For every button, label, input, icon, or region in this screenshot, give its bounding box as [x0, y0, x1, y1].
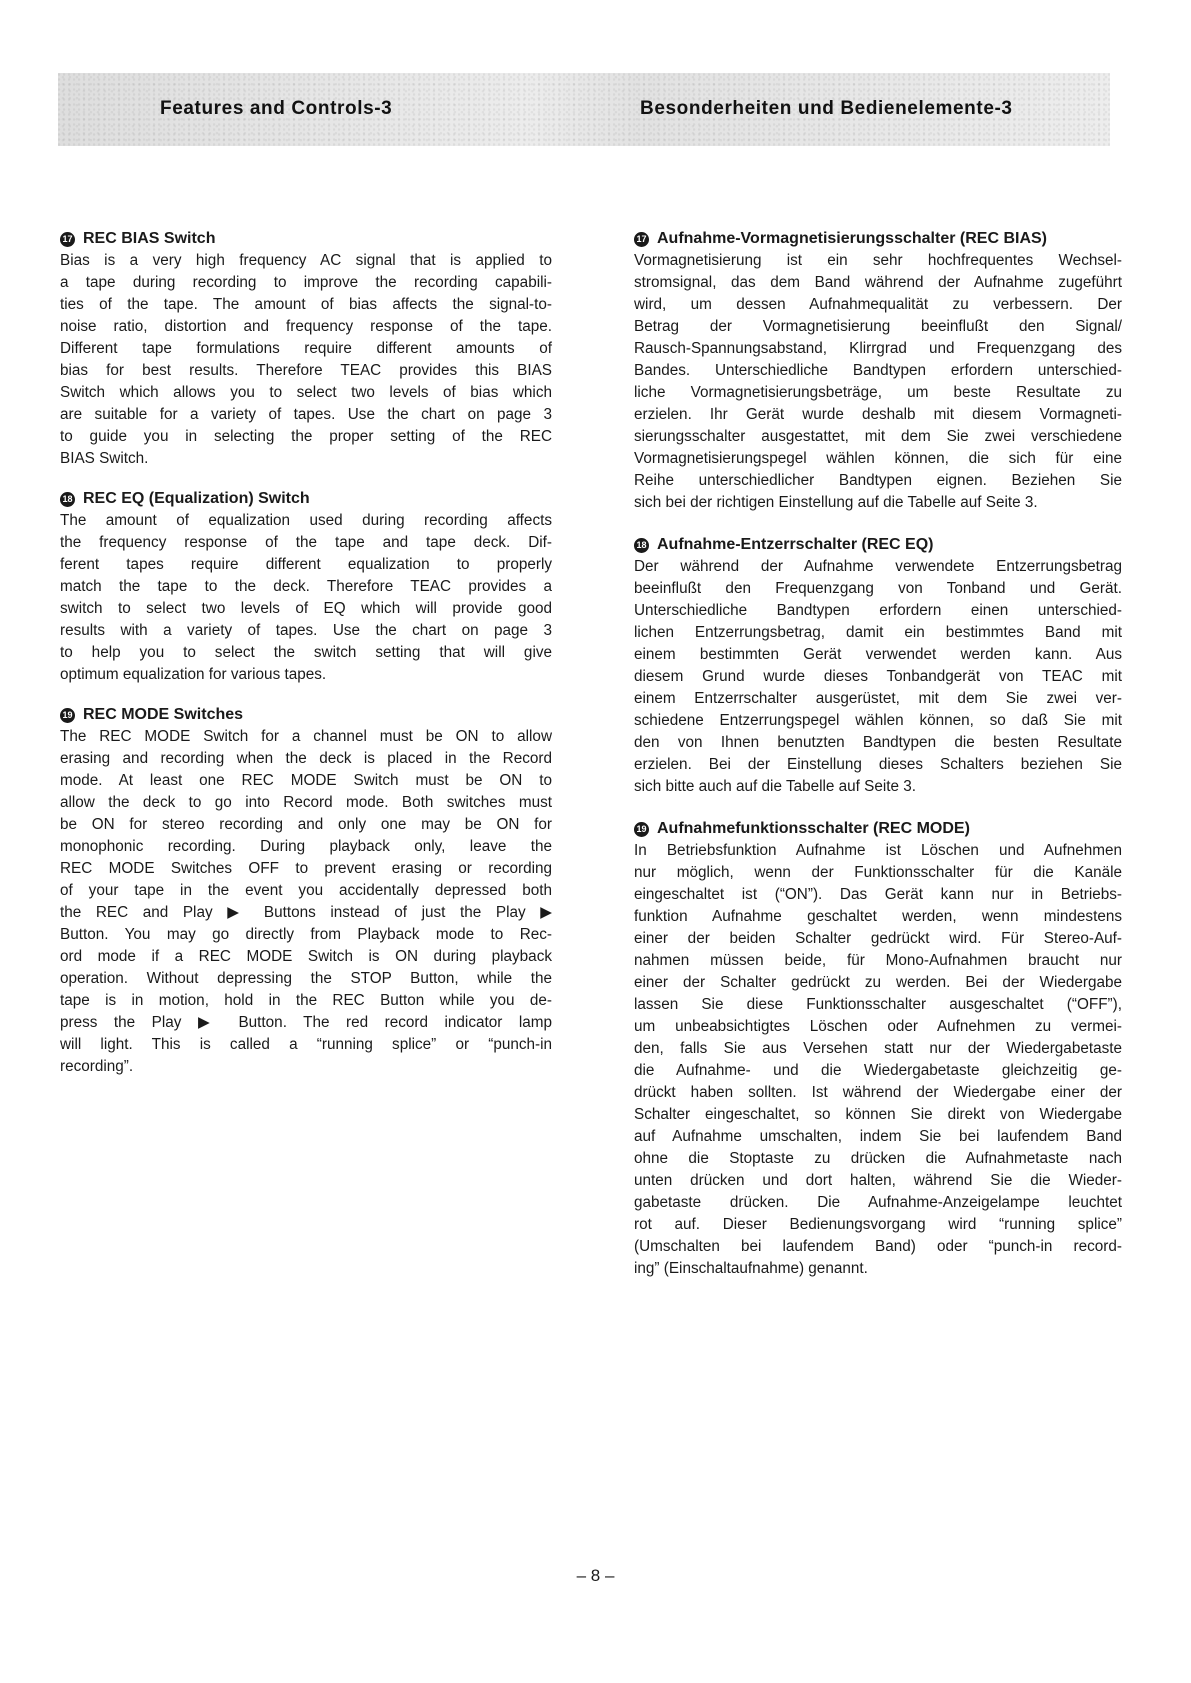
section-19 — [60, 704, 552, 1078]
text-line: The amount of equalization used during recording affects — [60, 512, 552, 529]
section-heading — [634, 534, 1122, 556]
text-line: erasing and recording when the deck is placed in the Record — [60, 750, 552, 767]
text-line: sierungsschalter ausgestattet, mit dem Sie zwei verschiedene — [634, 428, 1122, 445]
text-line: ferent tapes require different equalization to properly — [60, 556, 552, 573]
text-line: BIAS Switch. — [60, 450, 149, 467]
text-line: einer der Schalter gedrückt zu werden. Bei der Wiedergabe — [634, 974, 1122, 991]
text-line: are suitable for a variety of tapes. Use the chart on page 3 — [60, 406, 552, 423]
item-number-badge: 18 — [634, 538, 649, 553]
text-line: lichen Entzerrungsbetrag, damit ein bestimmtes Band mit — [634, 624, 1122, 641]
section-paragraph — [60, 250, 552, 470]
section-heading-text: Aufnahme-Entzerrschalter (REC EQ) — [657, 536, 934, 553]
text-line: press the Play ▶ Button. The red record indicator lamp — [60, 1014, 552, 1031]
text-line: bias for best results. Therefore TEAC provides this BIAS — [60, 362, 552, 379]
text-line: Vormagnetisierungspegel wählen können, die sich für eine — [634, 450, 1122, 467]
text-line: ties of the tape. The amount of bias affects the signal-to- — [60, 296, 552, 313]
german-column — [634, 228, 1122, 1300]
text-line: funktion Aufnahme geschaltet werden, wenn mindestens — [634, 908, 1122, 925]
text-line: In Betriebsfunktion Aufnahme ist Löschen und Aufnehmen — [634, 842, 1122, 859]
text-line: beeinflußt den Frequenzgang von Tonband und Gerät. — [634, 580, 1122, 597]
text-line: monophonic recording. During playback only, leave the — [60, 838, 552, 855]
item-number-badge: 17 — [634, 232, 649, 247]
text-line: einem bestimmten Gerät verwendet werden kann. Aus — [634, 646, 1122, 663]
section-19 — [634, 818, 1122, 1280]
text-line: um unbeabsichtigtes Löschen oder Aufnehmen zu vermei- — [634, 1018, 1122, 1035]
section-heading — [60, 228, 552, 250]
text-line: eingeschaltet ist (“ON”). Das Gerät kann nur in Betriebs- — [634, 886, 1122, 903]
text-line: Bias is a very high frequency AC signal that is applied to — [60, 252, 552, 269]
text-line: wird, um dessen Aufnahmequalität zu verbessern. Der — [634, 296, 1122, 313]
text-line: sich bitte auch auf die Tabelle auf Seite 3. — [634, 778, 917, 795]
text-line: gabetaste drücken. Die Aufnahme-Anzeigelampe leuchtet — [634, 1194, 1122, 1211]
text-line: Reihe unterschiedlicher Bandtypen eignen. Beziehen Sie — [634, 472, 1122, 489]
text-line: stromsignal, das dem Band während der Aufnahme zugeführt — [634, 274, 1122, 291]
text-line: Bandes. Unterschiedliche Bandtypen erfordern unterschied- — [634, 362, 1122, 379]
text-line: auf Aufnahme umschalten, indem Sie bei laufendem Band — [634, 1128, 1122, 1145]
text-line: drückt haben sollten. Ist während der Wiedergabe einer der — [634, 1084, 1122, 1101]
text-line: REC MODE Switches OFF to prevent erasing or recording — [60, 860, 552, 877]
section-heading-text: Aufnahmefunktionsschalter (REC MODE) — [657, 820, 970, 837]
text-line: rot auf. Dieser Bedienungsvorgang wird “running splice” — [634, 1216, 1122, 1233]
text-line: the frequency response of the tape and tape deck. Dif- — [60, 534, 552, 551]
english-column — [60, 228, 552, 1096]
text-line: ohne die Stoptaste zu drücken die Aufnahmetaste nach — [634, 1150, 1122, 1167]
text-line: erzielen. Bei der Einstellung dieses Schalters beziehen Sie — [634, 756, 1122, 773]
text-line: mode. At least one REC MODE Switch must be ON to — [60, 772, 552, 789]
section-paragraph — [60, 726, 552, 1078]
text-line: will light. This is called a “running splice” or “punch-in — [60, 1036, 552, 1053]
text-line: die Aufnahme- und die Wiedergabetaste gleichzeitig ge- — [634, 1062, 1122, 1079]
text-line: schiedene Entzerrungspegel wählen können, so daß Sie mit — [634, 712, 1122, 729]
text-line: to guide you in selecting the proper setting of the REC — [60, 428, 552, 445]
header-title-english: Features and Controls-3 — [160, 98, 393, 119]
text-line: nahmen müssen beide, für Mono-Aufnahmen braucht nur — [634, 952, 1122, 969]
section-heading-text: REC BIAS Switch — [83, 230, 216, 247]
text-line: sich bei der richtigen Einstellung auf die Tabelle auf Seite 3. — [634, 494, 1038, 511]
section-paragraph — [60, 510, 552, 686]
text-line: operation. Without depressing the STOP Button, while the — [60, 970, 552, 987]
text-line: ing” (Einschaltaufnahme) genannt. — [634, 1260, 868, 1277]
section-18 — [60, 488, 552, 686]
item-number-badge: 19 — [60, 708, 75, 723]
section-18 — [634, 534, 1122, 798]
text-line: Unterschiedliche Bandtypen erfordern einen unterschied- — [634, 602, 1122, 619]
text-line: nur möglich, wenn der Funktionsschalter für die Kanäle — [634, 864, 1122, 881]
header-title-german: Besonderheiten und Bedienelemente-3 — [640, 98, 1013, 119]
text-line: den von Ihnen benutzten Bandtypen die besten Resultate — [634, 734, 1122, 751]
item-number-badge: 19 — [634, 822, 649, 837]
text-line: Schalter eingeschaltet, so können Sie direkt von Wiedergabe — [634, 1106, 1122, 1123]
text-line: Different tape formulations require different amounts of — [60, 340, 552, 357]
text-line: optimum equalization for various tapes. — [60, 666, 327, 683]
text-line: noise ratio, distortion and frequency response of the tape. — [60, 318, 552, 335]
text-line: switch to select two levels of EQ which will provide good — [60, 600, 552, 617]
section-heading — [634, 818, 1122, 840]
text-line: einem Entzerrschalter ausgerüstet, mit dem Sie zwei ver- — [634, 690, 1122, 707]
section-17 — [634, 228, 1122, 514]
page-number: – 8 – — [576, 1566, 615, 1585]
text-line: The REC MODE Switch for a channel must be ON to allow — [60, 728, 552, 745]
text-line: Der während der Aufnahme verwendete Entzerrungsbetrag — [634, 558, 1122, 575]
text-line: erzielen. Ihr Gerät wurde deshalb mit diesem Vormagneti- — [634, 406, 1122, 423]
section-heading-text: REC EQ (Equalization) Switch — [83, 490, 310, 507]
section-heading — [60, 488, 552, 510]
text-line: unten drücken und dort halten, während Sie die Wieder- — [634, 1172, 1122, 1189]
text-line: einer der beiden Schalter gedrückt wird. Für Stereo-Auf- — [634, 930, 1122, 947]
text-line: Button. You may go directly from Playback mode to Rec- — [60, 926, 552, 943]
text-line: ord mode if a REC MODE Switch is ON during playback — [60, 948, 552, 965]
text-line: (Umschalten bei laufendem Band) oder “punch-in record- — [634, 1238, 1122, 1255]
text-line: allow the deck to go into Record mode. Both switches must — [60, 794, 552, 811]
text-line: den, falls Sie aus Versehen statt nur der Wiedergabetaste — [634, 1040, 1122, 1057]
text-line: the REC and Play ▶ Buttons instead of just the Play ▶ — [60, 904, 552, 921]
text-line: lassen Sie diese Funktionsschalter ausgeschaltet (“OFF”), — [634, 996, 1122, 1013]
text-line: Switch which allows you to select two levels of bias which — [60, 384, 552, 401]
section-heading-text: REC MODE Switches — [83, 706, 244, 723]
text-line: Rausch-Spannungsabstand, Klirrgrad und Frequenzgang des — [634, 340, 1122, 357]
text-line: Betrag der Vormagnetisierung beeinflußt den Signal/ — [634, 318, 1122, 335]
section-heading — [60, 704, 552, 726]
section-heading — [634, 228, 1122, 250]
section-paragraph — [634, 840, 1122, 1280]
text-line: match the tape to the deck. Therefore TEAC provides a — [60, 578, 552, 595]
text-line: be ON for stereo recording and only one may be ON for — [60, 816, 552, 833]
item-number-badge: 17 — [60, 232, 75, 247]
item-number-badge: 18 — [60, 492, 75, 507]
text-line: to help you to select the switch setting that will give — [60, 644, 552, 661]
section-paragraph — [634, 250, 1122, 514]
section-paragraph — [634, 556, 1122, 798]
text-line: tape is in motion, hold in the REC Button while you de- — [60, 992, 552, 1009]
text-line: results with a variety of tapes. Use the chart on page 3 — [60, 622, 552, 639]
text-line: liche Vormagnetisierungsbeträge, um beste Resultate zu — [634, 384, 1122, 401]
text-line: recording”. — [60, 1058, 134, 1075]
text-line: diesem Grund wurde dieses Tonbandgerät von TEAC mit — [634, 668, 1122, 685]
text-line: a tape during recording to improve the recording capabili- — [60, 274, 552, 291]
section-heading-text: Aufnahme-Vormagnetisierungsschalter (REC BIAS) — [657, 230, 1047, 247]
text-line: Vormagnetisierung ist ein sehr hochfrequentes Wechsel- — [634, 252, 1122, 269]
section-17 — [60, 228, 552, 470]
text-line: of your tape in the event you accidentally depressed both — [60, 882, 552, 899]
